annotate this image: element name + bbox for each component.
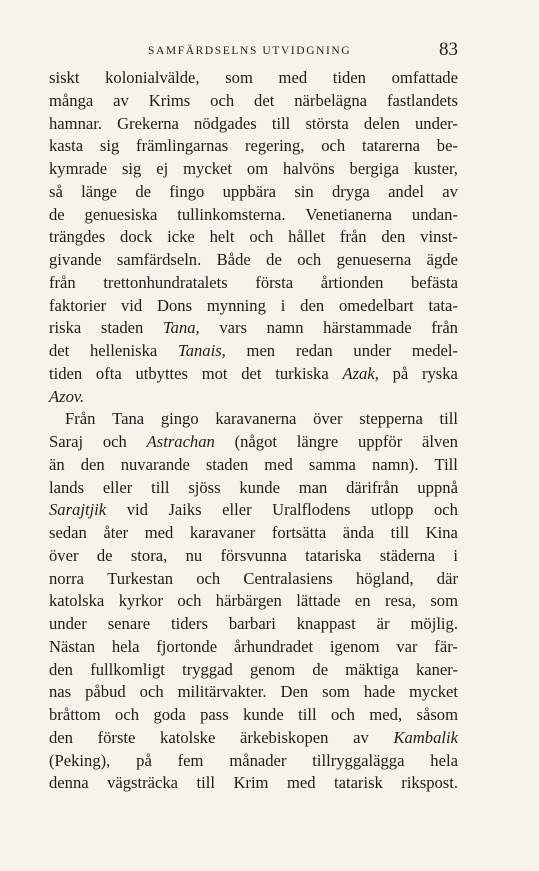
word: från (339, 227, 367, 247)
word: som (225, 68, 253, 87)
text-line (49, 568, 458, 591)
word: och (297, 250, 322, 269)
word: turkiska (275, 363, 329, 383)
text-line (49, 386, 458, 409)
word: under- (414, 113, 458, 133)
word: siskt (49, 68, 80, 87)
word: genuesiska (84, 204, 158, 224)
page-number: 83 (439, 39, 458, 60)
word: det (49, 341, 70, 360)
word: gingo (160, 409, 199, 429)
word: Tana (112, 409, 145, 429)
word: stepperna (359, 409, 423, 429)
word: Centralasiens (243, 568, 333, 588)
word: sjöss (188, 477, 221, 497)
word: under (49, 614, 87, 633)
word: var (396, 636, 418, 656)
text-line (49, 704, 458, 727)
word: bråttom (49, 705, 101, 724)
word: tatarerna (361, 136, 420, 156)
text-line (49, 295, 458, 318)
text-line (49, 249, 458, 272)
word: Dons (157, 295, 193, 315)
word: den (49, 727, 73, 747)
word: medel- (411, 341, 458, 360)
word: från (431, 318, 458, 338)
text-line (49, 67, 458, 90)
word: Uralflodens (272, 500, 351, 520)
word: militärvakter. (177, 682, 267, 702)
word: de (49, 204, 65, 224)
word: hållet (288, 227, 325, 247)
text-line (49, 522, 458, 545)
word: namn (266, 318, 304, 338)
word: den (80, 454, 105, 474)
text-line (49, 158, 458, 181)
word: Krim (233, 773, 269, 793)
word: staden (100, 318, 144, 338)
word: månader (229, 750, 287, 770)
italic-word: Sarajtjik (49, 500, 107, 520)
word: tatarisk (333, 773, 383, 793)
word: och (249, 227, 274, 247)
word: fingo (169, 181, 205, 201)
word: nödgades (194, 113, 257, 133)
word: längre (296, 432, 339, 451)
text-line (49, 135, 458, 158)
word: till (196, 773, 215, 793)
word: härbärgen (215, 591, 282, 611)
word: i (453, 545, 458, 565)
text-line (49, 499, 458, 522)
word: katolska (49, 591, 105, 611)
word: främlingarnas (136, 136, 229, 156)
word: Venetianerna (305, 204, 393, 224)
word: vinst- (420, 227, 458, 247)
word: och (196, 568, 221, 588)
text-line (49, 272, 458, 295)
word: nu (185, 545, 203, 565)
word: men (246, 341, 276, 360)
word: givande (49, 250, 102, 269)
word: uppnå (417, 477, 458, 497)
word: åter (103, 523, 129, 542)
word: norra (49, 568, 85, 588)
word: eller (222, 500, 252, 520)
word: mäktiga (345, 659, 399, 679)
word: nas (49, 682, 72, 702)
italic-word: Tana, (162, 318, 200, 338)
word: så (49, 181, 63, 201)
word: Kina (425, 523, 458, 542)
word: Från (65, 409, 96, 429)
word: hade (363, 682, 396, 702)
text-line (49, 113, 458, 136)
text-line (49, 613, 458, 636)
word: kolonialvälde, (105, 68, 200, 87)
word: till (390, 523, 410, 542)
word: hela (111, 636, 140, 656)
word: de (96, 545, 113, 565)
italic-word: Azov. (49, 386, 85, 406)
word: redan (295, 341, 333, 360)
word: är (376, 614, 390, 633)
word: Den (280, 682, 309, 702)
word: många (49, 90, 94, 110)
word: kyrkor (118, 591, 163, 611)
word: Nästan (49, 636, 96, 656)
word: på (392, 363, 409, 383)
word: med (144, 523, 174, 542)
word: hela (430, 750, 458, 770)
word: helt (209, 227, 235, 247)
body-text (49, 67, 458, 795)
word: förste (97, 727, 136, 747)
word: bergiga (349, 159, 400, 178)
word: mynning (206, 295, 266, 315)
word: (Peking), (49, 750, 111, 770)
word: med, (369, 705, 403, 724)
word: Grekerna (117, 113, 179, 133)
word: Krims (148, 90, 191, 110)
word: påbud (85, 682, 126, 702)
word: knappast (296, 614, 356, 633)
word: tiders (171, 614, 208, 633)
word: denna (49, 773, 89, 793)
word: än (49, 454, 65, 474)
word: den (49, 659, 73, 679)
word: tiden (332, 68, 366, 87)
word: namn). (371, 454, 419, 474)
word: icke (167, 227, 195, 247)
word: katolske (160, 727, 216, 747)
word: den (381, 227, 406, 247)
word: (något (234, 432, 277, 451)
word: och (321, 136, 346, 156)
word: härstammade (323, 318, 412, 338)
word: första (255, 272, 294, 292)
word: omfattade (391, 68, 458, 87)
word: som (430, 591, 458, 611)
word: lands (49, 477, 85, 497)
word: tryggad (182, 659, 233, 679)
word: och (210, 90, 235, 110)
word: med (286, 773, 316, 793)
word: be- (436, 136, 458, 156)
word: undan- (411, 204, 458, 224)
word: under (353, 341, 392, 360)
word: sig (121, 159, 142, 178)
word: kunde (239, 477, 280, 497)
word: kunde (243, 705, 284, 724)
word: faktorier (49, 295, 107, 315)
word: nuvarande (120, 454, 190, 474)
word: till (439, 409, 458, 429)
word: vägsträcka (107, 773, 179, 793)
word: mot (201, 363, 228, 383)
word: karavanerna (215, 409, 297, 429)
word: rikspost. (401, 773, 458, 793)
word: befästa (410, 272, 458, 292)
word: från (49, 272, 76, 292)
word: det (241, 363, 262, 383)
word: mycket (183, 159, 232, 178)
word: pass (200, 705, 229, 724)
word: och (434, 500, 458, 520)
word: fem (177, 750, 204, 770)
italic-word: Azak, (342, 363, 379, 383)
text-line (49, 545, 458, 568)
word: sin (294, 181, 314, 201)
word: till (271, 113, 291, 133)
word: tatariska (305, 545, 362, 565)
word: regering, (244, 136, 305, 156)
word: ägde (426, 250, 458, 269)
word: senare (107, 614, 151, 633)
word: tillryggalägga (312, 750, 405, 770)
word: ej (156, 159, 169, 178)
italic-word: Astrachan (146, 432, 215, 451)
word: ända (342, 523, 375, 542)
word: eller (102, 477, 133, 497)
word: på (136, 750, 152, 770)
word: dock (120, 227, 153, 247)
word: länge (81, 181, 118, 201)
word: genom (250, 659, 296, 679)
word: kymrade (49, 159, 108, 178)
word: barbari (228, 614, 276, 633)
word: städerna (379, 545, 436, 565)
word: möjlig. (410, 614, 458, 633)
word: stora, (130, 545, 168, 565)
text-line (49, 431, 458, 454)
word: ryska (421, 363, 458, 383)
word: vid (126, 500, 148, 520)
word: därifrån (346, 477, 399, 497)
word: trängdes (49, 227, 106, 247)
word: tullinkomsterna. (177, 204, 286, 224)
word: och (139, 682, 164, 702)
word: mycket (409, 682, 458, 702)
word: karavaner (189, 523, 256, 542)
word: sig (99, 136, 120, 156)
word: uppbära (222, 181, 277, 201)
word: som (322, 682, 350, 702)
word: vid (120, 295, 143, 315)
word: Turkestan (107, 568, 173, 588)
text-line (49, 363, 458, 386)
text-line (49, 590, 458, 613)
word: och (330, 705, 355, 724)
word: försvunna (220, 545, 287, 565)
word: vars (219, 318, 247, 338)
text-line (49, 750, 458, 773)
word: tiden (49, 363, 83, 383)
text-line (49, 636, 458, 659)
italic-word: Kambalik (393, 727, 458, 747)
word: utlopp (371, 500, 414, 520)
text-line (49, 90, 458, 113)
word: staden (205, 454, 249, 474)
word: fjortonde (156, 636, 218, 656)
word: fär- (434, 636, 458, 656)
word: riska (49, 318, 82, 338)
word: omedelbart (338, 295, 414, 315)
text-line (49, 181, 458, 204)
text-line (49, 226, 458, 249)
word: delen (363, 113, 400, 133)
word: den (300, 295, 325, 315)
word: resa, (385, 591, 416, 611)
word: de (312, 659, 329, 679)
word: århundradet (233, 636, 314, 656)
word: tata- (428, 295, 458, 315)
word: och (177, 591, 202, 611)
word: andel (388, 181, 424, 201)
word: till (151, 477, 170, 497)
page-header (48, 38, 458, 62)
word: sedan (49, 523, 87, 542)
word: om (246, 159, 269, 178)
word: ofta (95, 363, 122, 383)
word: högland, (355, 568, 414, 588)
word: ärkebiskopen (240, 727, 329, 747)
word: dryga (331, 181, 370, 201)
word: till (298, 705, 317, 724)
word: där (436, 568, 458, 588)
text-line (49, 317, 458, 340)
word: största (305, 113, 349, 133)
word: med (278, 68, 308, 87)
word: halvöns (283, 159, 335, 178)
word: en (354, 591, 371, 611)
word: över (49, 545, 79, 565)
word: Saraj (49, 432, 84, 451)
text-line (49, 477, 458, 500)
word: av (113, 90, 129, 110)
text-line (49, 204, 458, 227)
word: samma (308, 454, 356, 474)
word: helleniska (90, 341, 158, 360)
word: av (353, 727, 369, 747)
text-line (49, 681, 458, 704)
word: i (280, 295, 286, 315)
word: de (135, 181, 151, 201)
text-line (49, 772, 458, 795)
word: hamnar. (49, 113, 102, 133)
word: kuster, (413, 159, 458, 178)
word: älven (422, 432, 458, 451)
word: över (313, 409, 343, 429)
word: trettonhundratalets (103, 272, 228, 292)
word: kaner- (415, 659, 458, 679)
text-line (49, 659, 458, 682)
word: fastlandets (386, 90, 458, 110)
word: samfärdseln. (116, 250, 202, 269)
word: fortsätta (271, 523, 327, 542)
word: utbyttes (135, 363, 188, 383)
word: fullkomligt (90, 659, 165, 679)
word: och (102, 432, 127, 451)
running-title: SAMFÄRDSELNS UTVIDGNING (148, 45, 352, 57)
text-line (49, 340, 458, 363)
word: Till (434, 454, 458, 474)
word: närbelägna (294, 90, 368, 110)
word: såsom (416, 705, 458, 724)
word: goda (153, 705, 186, 724)
word: igenom (329, 636, 380, 656)
word: uppför (358, 432, 403, 451)
word: man (298, 477, 328, 497)
word: det (254, 90, 275, 110)
word: de (266, 250, 282, 269)
word: Både (216, 250, 251, 269)
word: kasta (49, 136, 84, 156)
word: av (442, 181, 458, 201)
word: genueserna (336, 250, 412, 269)
word: Jaiks (168, 500, 202, 520)
text-line (49, 727, 458, 750)
text-line (49, 454, 458, 477)
text-line (49, 408, 458, 431)
word: med (264, 454, 293, 474)
italic-word: Tanais, (178, 341, 226, 360)
word: lättade (296, 591, 341, 611)
word: årtionden (320, 272, 384, 292)
word: och (115, 705, 140, 724)
